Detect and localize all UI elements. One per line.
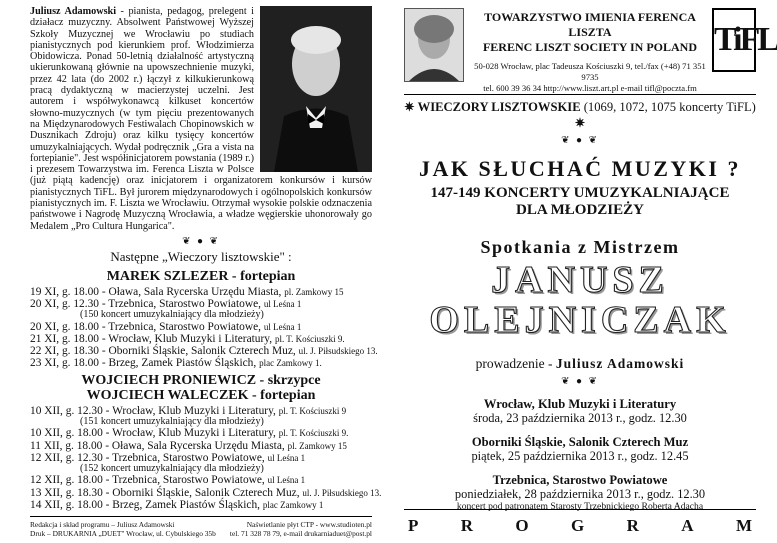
bio-section	[30, 6, 372, 232]
event-note: (151 koncert umuzykalniający dla młodzieży)	[80, 415, 264, 427]
event-date: 23 XI, g. 18.00	[30, 357, 99, 370]
print-credits	[30, 516, 372, 538]
bio-text: - pianista, pedagog, prelegent i działacz muzyczny. Absolwent Państwowej Wyższej Szkoły Muzycznej we Wrocławiu po studiach pianistycznych pod kierunkiem prof. Włodzimierza Obidowicza. Ponad 50-letnią działalność artystyczną ukierunkowaną głównie na upowszechnienie muzyki, przez 42 lata (do 2002 r.) łączył z kilkukierunkową pracą dydaktyczną w macierzystej uczelni. Jest autorem i współwykonawcą kilkuset koncertów słowno-muzycznych (w tym pięciu prezentowanych na Międzynarodowych Festiwalach Chopinowskich w Dusznikach Zdroju) oraz kilku tysięcy koncertów umuzykalniających. Wydał podręcznik „Gra a vista na fortepianie". Jest współinicjatorem powstania (1989 r.) i prezesem Towarzystwa im. Ferenca Liszta w Polsce (już piątą kadencję) oraz inicjatorem i organizatorem konkursów i kursów pianistycznych TiFL. Był jurorem międzynarodowych i ogólnopolskich konkursów pianistycznych im. F. Liszta we Wrocławiu. Otrzymał wysokie polskie odznaczenia państwowe i Nagrodę Muzyczną Wrocławia, a władze węgierskie uhonorowały go Medalem „Pro Cultura Hungarica".	[30, 6, 372, 232]
program-letter: A	[681, 516, 694, 535]
venue-item	[404, 397, 756, 425]
event-date: 12 XII, g. 12.30	[30, 451, 103, 464]
event-date: 21 XI, g. 18.00	[30, 333, 99, 346]
program-letter: R	[460, 516, 474, 535]
event-row: 14 XII, g. 18.00 - Brzeg, Zamek Piastów Śląskich, plac Zamkowy 1	[30, 498, 324, 511]
event-address: ul Leśna 1	[267, 452, 306, 463]
program-letter: G	[571, 516, 585, 535]
event-place: Brzeg, Zamek Piastów Śląskich,	[112, 498, 260, 511]
event-place: Oborniki Śląskie, Salonik Czterech Muz,	[112, 486, 300, 499]
event-note: (150 koncert umuzykalniający dla młodzieży)	[80, 309, 264, 321]
program-letter: O	[515, 516, 529, 535]
guest-last-name: OLEJNICZAK	[429, 299, 731, 341]
event-row: 10 XII, g. 12.30 - Wrocław, Klub Muzyki i Literatury, pl. T. Kościuszki 9	[30, 404, 347, 417]
event-place: Oława, Sala Rycerska Urzędu Miasta,	[111, 439, 285, 452]
guest-first-name: JANUSZ	[491, 259, 669, 301]
venue-date: poniedziałek, 28 października 2013 r., godz. 12.30	[454, 487, 706, 501]
series-line	[404, 99, 756, 131]
bio-name: Juliusz Adamowski	[30, 6, 117, 17]
left-panel	[30, 6, 382, 538]
liszt-portrait	[404, 8, 464, 82]
event-row: 13 XII, g. 18.30 - Oborniki Śląskie, Salonik Czterech Muz, ul. J. Piłsudskiego 13.	[30, 486, 382, 499]
venue-item	[404, 435, 756, 463]
ornament-divider: ❦ ● ❦	[561, 376, 599, 387]
event-place: Wrocław, Klub Muzyki i Literatury,	[112, 427, 276, 440]
society-contact: tel. 600 39 36 34 http://www.liszt.art.pl e-mail tifl@poczta.fm	[483, 83, 697, 93]
event-row: 21 XI, g. 18.00 - Wrocław, Klub Muzyki i Literatury, pl. T. Kościuszki 9.	[30, 333, 345, 346]
star-icon: ✷	[404, 100, 415, 114]
event-address: plac Zamkowy 1.	[259, 358, 322, 369]
ornament-divider: ❦ ● ❦	[561, 135, 599, 146]
performer-violin: WOJCIECH PRONIEWICZ - skrzypce	[81, 372, 321, 388]
host-name: Juliusz Adamowski	[555, 356, 685, 371]
society-name-pl: TOWARZYSTWO IMIENIA FERENCA LISZTA	[484, 10, 696, 39]
event-place: Trzebnica, Starostwo Powiatowe,	[112, 474, 265, 487]
event-address: pl. T. Kościuszki 9.	[274, 334, 345, 345]
event-date: 11 XII, g. 18.00	[30, 439, 103, 452]
program-letter: R	[626, 516, 639, 535]
event-place: Oława, Sala Rycerska Urzędu Miasta,	[108, 285, 282, 298]
event-row: 23 XI, g. 18.00 - Brzeg, Zamek Piastów Śląskich, plac Zamkowy 1.	[30, 357, 322, 370]
event-row: 10 XII, g. 18.00 - Wrocław, Klub Muzyki i Literatury, pl. T. Kościuszki 9.	[30, 427, 349, 440]
event-date: 19 XI, g. 18.00	[30, 285, 99, 298]
venue-item	[404, 473, 756, 513]
program-letter: M	[735, 516, 752, 535]
performer-piano: WOJCIECH WALECZEK - fortepian	[86, 387, 316, 403]
main-title: JAK SŁUCHAĆ MUZYKI ?	[419, 156, 741, 181]
event-row: 19 XI, g. 18.00 - Oława, Sala Rycerska Urzędu Miasta, pl. Zamkowy 15	[30, 285, 344, 298]
event-list-1	[30, 285, 378, 370]
series-name: WIECZORY LISZTOWSKIE	[417, 100, 581, 114]
event-list-2	[30, 404, 382, 511]
credit-printer: Druk – DRUKARNIA „DUET" Wrocław, ul. Cybulskiego 35b	[30, 529, 216, 538]
event-address: ul Leśna 1	[263, 321, 302, 332]
event-address: pl. Zamkowy 15	[287, 440, 347, 451]
program-letter: P	[408, 516, 419, 535]
event-date: 10 XII, g. 12.30	[30, 404, 103, 417]
venue-name: Trzebnica, Starostwo Powiatowe	[492, 473, 668, 487]
event-row: 20 XI, g. 12.30 - Trzebnica, Starostwo Powiatowe, ul Leśna 1	[30, 298, 302, 311]
event-place: Wrocław, Klub Muzyki i Literatury,	[108, 333, 273, 346]
event-place: Oborniki Śląskie, Salonik Czterech Muz,	[108, 345, 296, 358]
credit-contact: tel. 71 328 78 79, e-mail drukarniaduet@post.pl	[229, 529, 372, 538]
credit-editor: Redakcja i skład programu – Juliusz Adamowski	[30, 520, 175, 529]
event-date: 13 XII, g. 18.30	[30, 486, 103, 499]
event-row: 11 XII, g. 18.00 - Oława, Sala Rycerska Urzędu Miasta, pl. Zamkowy 15	[30, 439, 347, 452]
venue-list	[404, 397, 756, 513]
portrait-photo	[260, 6, 372, 172]
society-name-en: FERENC LISZT SOCIETY IN POLAND	[482, 40, 698, 54]
event-date: 20 XI, g. 12.30	[30, 298, 99, 311]
event-row: 12 XII, g. 18.00 - Trzebnica, Starostwo Powiatowe, ul Leśna 1	[30, 474, 306, 487]
credit-ctp: Naświetlanie płyt CTP - www.studioten.pl	[246, 520, 372, 529]
host-label: prowadzenie -	[475, 356, 556, 371]
event-address: pl. T. Kościuszki 9	[278, 405, 347, 416]
event-place: Trzebnica, Starostwo Powiatowe,	[108, 320, 261, 333]
event-address: ul Leśna 1	[263, 299, 302, 310]
performer-heading-1: MAREK SZLEZER - fortepian	[106, 268, 296, 284]
venue-name: Oborniki Śląskie, Salonik Czterech Muz	[471, 435, 689, 449]
ornament-divider: ❦ ● ❦	[182, 235, 220, 247]
event-date: 20 XI, g. 18.00	[30, 320, 99, 333]
event-place: Trzebnica, Starostwo Powiatowe,	[112, 451, 265, 464]
right-panel	[404, 6, 777, 538]
next-concerts-title: Następne „Wieczory lisztowskie" :	[110, 248, 292, 264]
venue-date: środa, 23 października 2013 r., godz. 12.30	[473, 411, 687, 425]
performer-heading-2	[30, 373, 372, 403]
event-place: Trzebnica, Starostwo Powiatowe,	[108, 298, 261, 311]
venue-date: piątek, 25 października 2013 r., godz. 12.45	[471, 449, 689, 463]
event-date: 14 XII, g. 18.00	[30, 498, 103, 511]
event-address: pl. Zamkowy 15	[284, 286, 344, 297]
event-address: plac Zamkowy 1	[262, 499, 324, 510]
venue-name: Wrocław, Klub Muzyki i Literatury	[483, 397, 677, 411]
series-numbers: (1069, 1072, 1075 koncerty TiFL)	[580, 100, 756, 114]
event-address: ul. J. Piłsudskiego 13.	[302, 487, 382, 498]
event-address: pl. T. Kościuszki 9.	[278, 428, 349, 439]
society-info	[466, 10, 714, 94]
program-banner	[404, 509, 756, 536]
event-row: 22 XI, g. 18.30 - Oborniki Śląskie, Salonik Czterech Muz, ul. J. Piłsudskiego 13.	[30, 345, 378, 358]
tifl-logo: TiFL	[712, 8, 756, 72]
event-row: 20 XI, g. 18.00 - Trzebnica, Starostwo Powiatowe, ul Leśna 1	[30, 320, 302, 333]
event-date: 22 XI, g. 18.30	[30, 345, 99, 358]
event-date: 12 XII, g. 18.00	[30, 474, 103, 487]
event-place: Wrocław, Klub Muzyki i Literatury,	[112, 404, 276, 417]
event-address: ul Leśna 1	[267, 475, 306, 486]
subtitle-line-2: DLA MŁODZIEŻY	[516, 202, 644, 218]
subtitle	[404, 185, 756, 219]
society-address: 50-028 Wrocław, plac Tadeusza Kościuszki 9, tel./fax (+48) 71 351 9735	[474, 61, 706, 82]
meeting-title: Spotkania z Mistrzem	[480, 237, 680, 257]
event-address: ul. J. Piłsudskiego 13.	[298, 346, 378, 357]
subtitle-line-1: 147-149 KONCERTY UMUZYKALNIAJĄCE	[430, 185, 730, 201]
venue-note: koncert pod patronatem Starosty Trzebnickiego Roberta Adacha	[456, 501, 704, 512]
event-note: (152 koncert umuzykalniający dla młodzieży)	[80, 462, 264, 474]
society-header	[404, 6, 777, 95]
event-date: 10 XII, g. 18.00	[30, 427, 103, 440]
event-place: Brzeg, Zamek Piastów Śląskich,	[108, 357, 257, 370]
star-icon: ✷	[574, 116, 586, 130]
host-line	[404, 356, 756, 372]
event-row: 12 XII, g. 12.30 - Trzebnica, Starostwo Powiatowe, ul Leśna 1	[30, 451, 306, 464]
